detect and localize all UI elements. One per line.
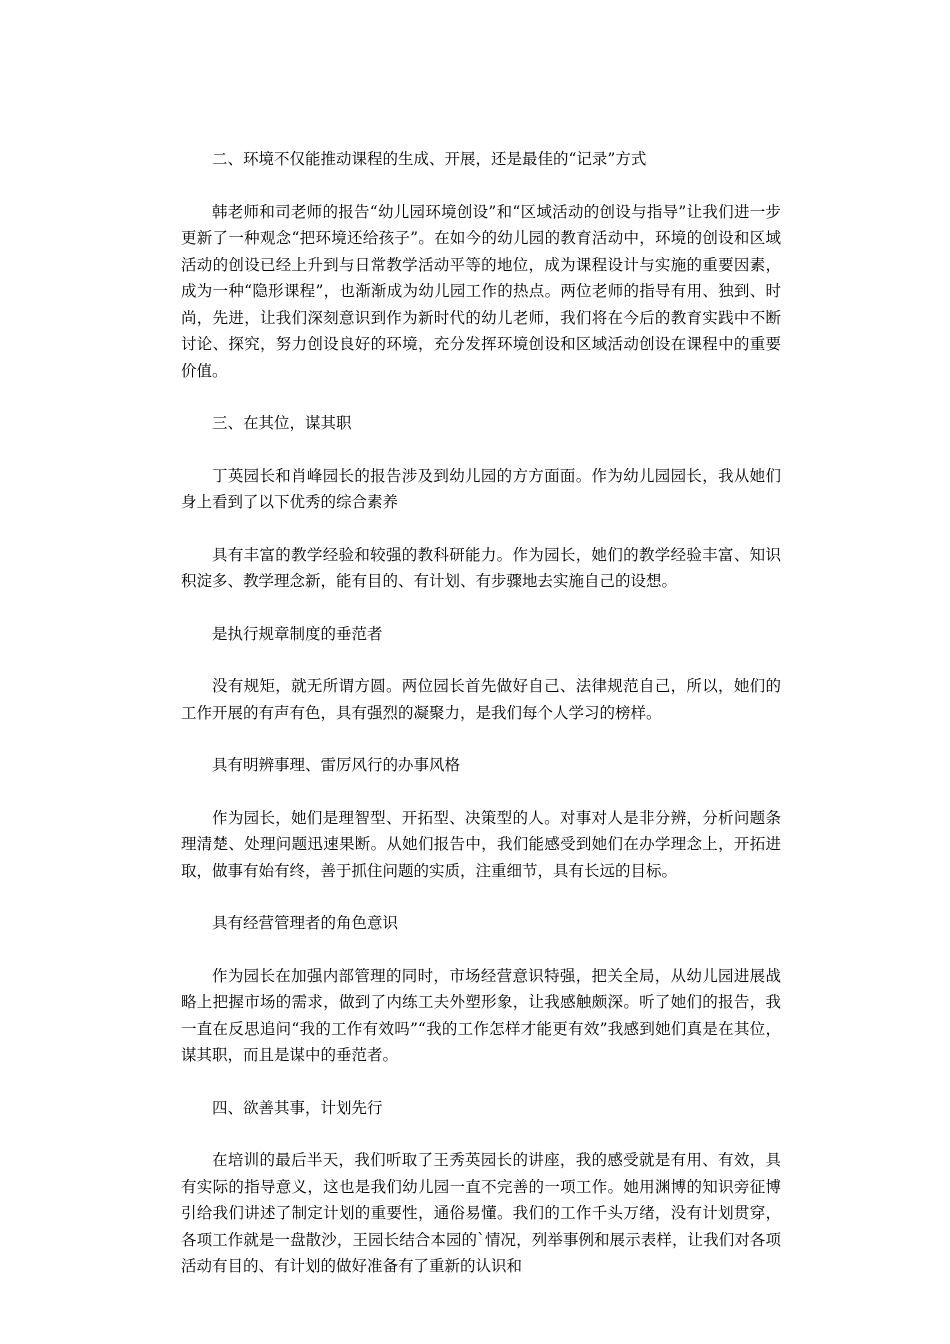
section-heading-2: 二、环境不仅能推动课程的生成、开展，还是最佳的“记录”方式: [212, 150, 647, 168]
section-heading-3: 三、在其位，谋其职: [212, 414, 352, 432]
section-heading-4: 四、欲善其事，计划先行: [212, 1098, 383, 1117]
subheading: 具有明辨事理、雷厉风行的办事风格: [212, 756, 461, 774]
subheading: 是执行规章制度的垂范者: [212, 624, 383, 643]
paragraph: 作为园长，她们是理智型、开拓型、决策型的人。对事对人是非分辨，分析问题条理清楚、处理问题迅速果断。从她们报告中，我们能感受到她们在办学理念上，开拓进取，做事有始有终，善于抓住问题的实质，注重细节，具有长远的目标。: [181, 808, 781, 880]
paragraph: 丁英园长和肖峰园长的报告涉及到幼儿园的方方面面。作为幼儿园园长，我从她们身上看到了以下优秀的综合素养: [181, 466, 781, 511]
paragraph: 韩老师和司老师的报告“幼儿园环境创设”和“区域活动的创设与指导”让我们进一步更新了一种观念“把环境还给孩子”。在如今的幼儿园的教育活动中，环境的创设和区域活动的创设已经上升到与日常教学活动平等的地位，成为课程设计与实施的重要因素，成为一种“隐形课程”，也渐渐成为幼儿园工作的热点。两位老师的指导有用、独到、时尚，先进，让我们深刻意识到作为新时代的幼儿老师，我们将在今后的教育实践中不断讨论、探究，努力创设良好的环境，充分发挥环境创设和区域活动创设在课程中的重要价值。: [181, 202, 781, 380]
document-body: [181, 146, 781, 1280]
paragraph: 没有规矩，就无所谓方圆。两位园长首先做好自己、法律规范自己，所以，她们的工作开展的有声有色，具有强烈的凝聚力，是我们每个人学习的榜样。: [181, 677, 781, 722]
paragraph: 具有丰富的教学经验和较强的教科研能力。作为园长，她们的教学经验丰富、知识积淀多、教学理念新，能有目的、有计划、有步骤地去实施自己的设想。: [181, 545, 781, 590]
paragraph: 作为园长在加强内部管理的同时，市场经营意识特强，把关全局，从幼儿园进展战略上把握市场的需求，做到了内练工夫外塑形象，让我感触颇深。听了她们的报告，我一直在反思追问“我的工作有效吗”“我的工作怎样才能更有效”我感到她们真是在其位，谋其职，而且是谋中的垂范者。: [181, 966, 781, 1064]
paragraph: 在培训的最后半天，我们听取了王秀英园长的讲座，我的感受就是有用、有效，具有实际的指导意义，这也是我们幼儿园一直不完善的一项工作。她用渊博的知识旁征博引给我们讲述了制定计划的重要性，通俗易懂。我们的工作千头万绪，没有计划贯穿，各项工作就是一盘散沙，王园长结合本园的`情况，列举事例和展示表样，让我们对各项活动有目的、有计划的做好准备有了重新的认识和: [181, 1151, 781, 1275]
subheading: 具有经营管理者的角色意识: [212, 914, 399, 932]
